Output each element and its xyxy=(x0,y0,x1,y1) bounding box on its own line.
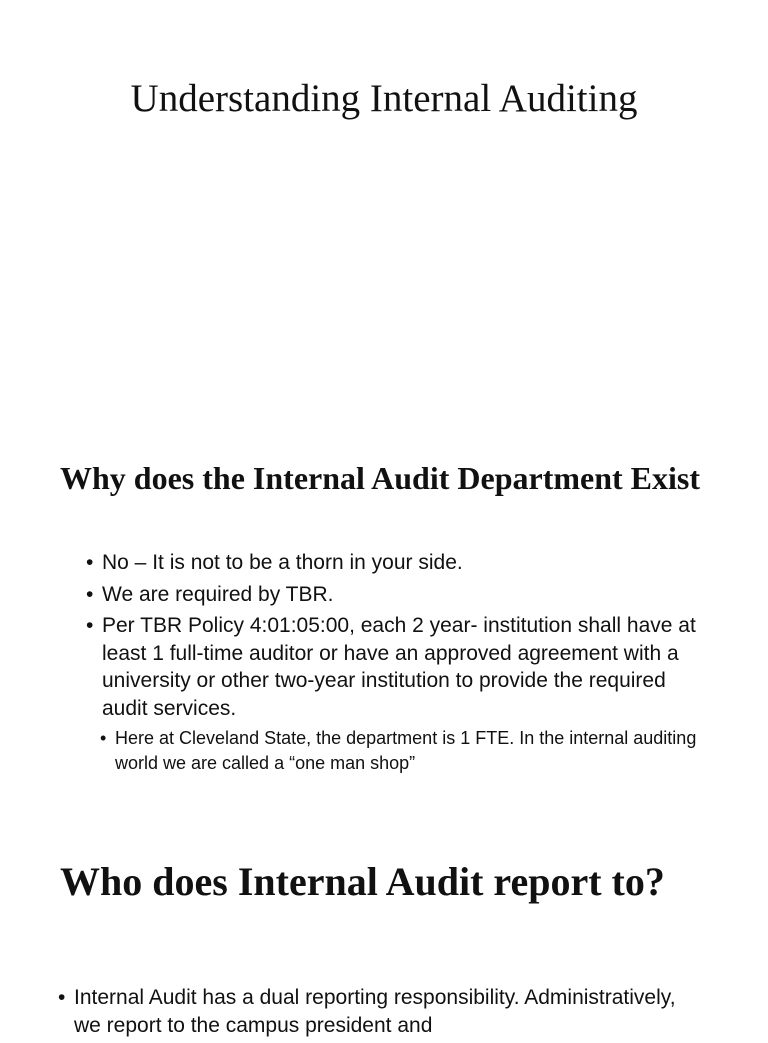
bullet-item: • We are required by TBR. xyxy=(86,581,706,609)
sub-bullet-item: • Here at Cleveland State, the department is 1 FTE. In the internal auditing world we are called a “one man shop” xyxy=(100,726,706,776)
bullet-item: • Per TBR Policy 4:01:05:00, each 2 year- institution shall have at least 1 full-time auditor or have an approved agreement with a university or other two-year institution to provide the required audit services. xyxy=(86,612,706,722)
main-title: Understanding Internal Auditing xyxy=(130,77,638,120)
bullet-list xyxy=(86,549,706,776)
slide-heading: Why does the Internal Audit Department Exist xyxy=(60,460,701,496)
title-slide xyxy=(0,0,768,430)
bullet-item: • Internal Audit has a dual reporting responsibility. Administratively, we report to the campus president and xyxy=(58,984,698,1039)
bullet-item: • No – It is not to be a thorn in your side. xyxy=(86,549,706,577)
slide-heading-reporting: Who does Internal Audit report to? xyxy=(60,859,665,904)
reporting-bullet-list xyxy=(58,984,698,1043)
